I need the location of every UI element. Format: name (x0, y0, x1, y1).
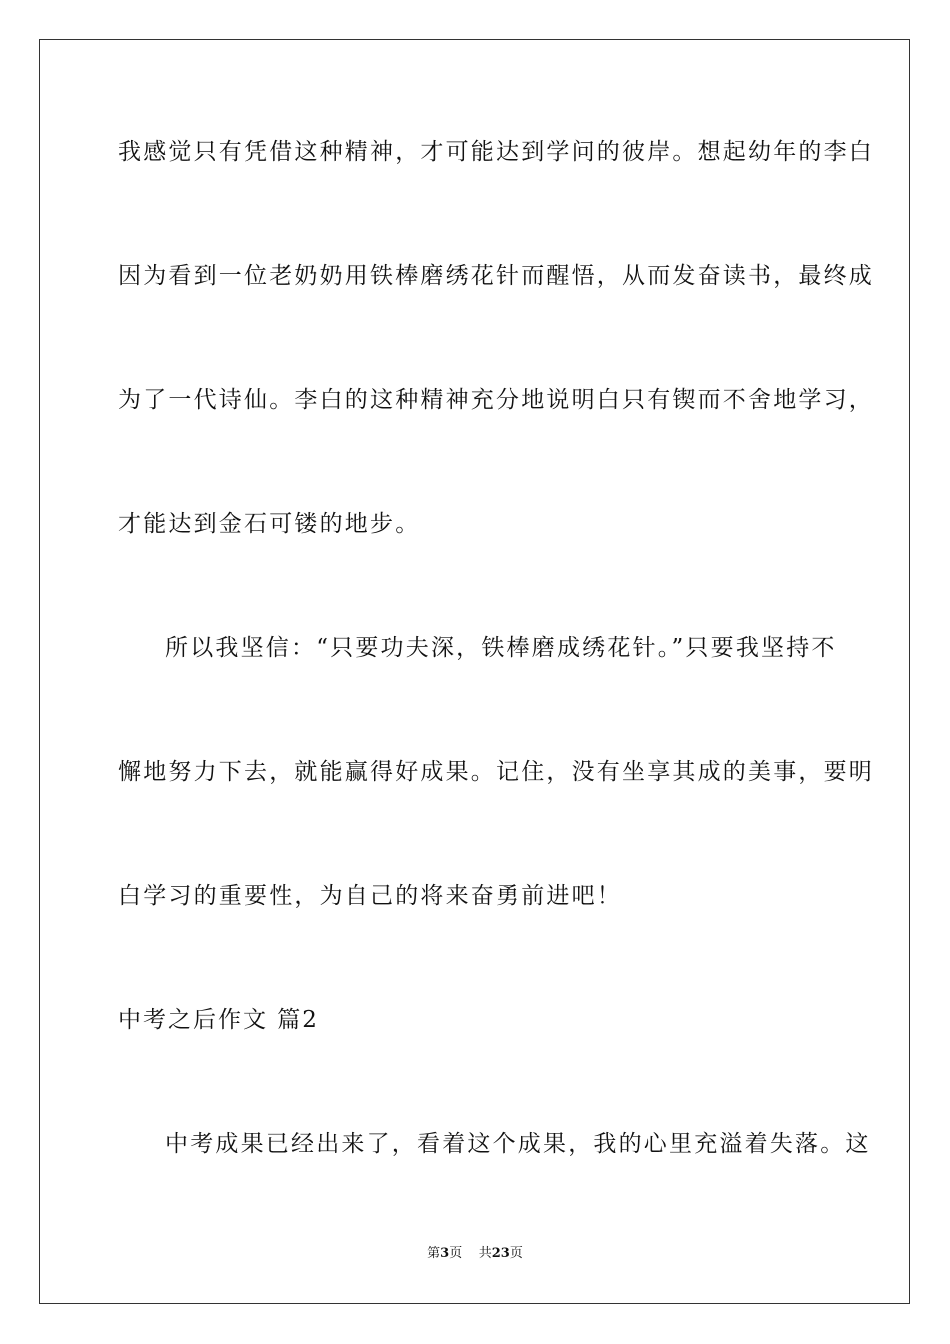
paragraph-2-line-2: 懈地努力下去，就能赢得好成果。记住，没有坐享其成的美事，要明 (118, 759, 874, 785)
paragraph-1-line-2: 因为看到一位老奶奶用铁棒磨绣花针而醒悟，从而发奋读书，最终成 (118, 263, 874, 289)
paragraph-3-line-1: 中考成果已经出来了，看着这个成果，我的心里充溢着失落。这 (165, 1131, 871, 1157)
paragraph-1-line-1: 我感觉只有凭借这种精神，才可能达到学问的彼岸。想起幼年的李白 (118, 139, 874, 165)
paragraph-2-line-1: 所以我坚信：“只要功夫深，铁棒磨成绣花针。”只要我坚持不 (165, 635, 837, 661)
total-pages: 23 (491, 1246, 510, 1261)
paragraph-1-line-4: 才能达到金石可镂的地步。 (118, 511, 421, 537)
total-suffix: 页 (509, 1246, 523, 1261)
page-prefix: 第 (427, 1246, 441, 1261)
section-heading: 中考之后作文 篇2 (118, 1007, 319, 1033)
total-prefix: 共 (478, 1246, 492, 1261)
page-footer (0, 1245, 950, 1263)
page-suffix: 页 (449, 1246, 463, 1261)
page-number: 3 (440, 1246, 450, 1261)
page-border (39, 39, 910, 1304)
paragraph-2-line-3: 白学习的重要性，为自己的将来奋勇前进吧！ (118, 883, 622, 909)
paragraph-1-line-3: 为了一代诗仙。李白的这种精神充分地说明白只有锲而不舍地学习， (118, 387, 874, 413)
